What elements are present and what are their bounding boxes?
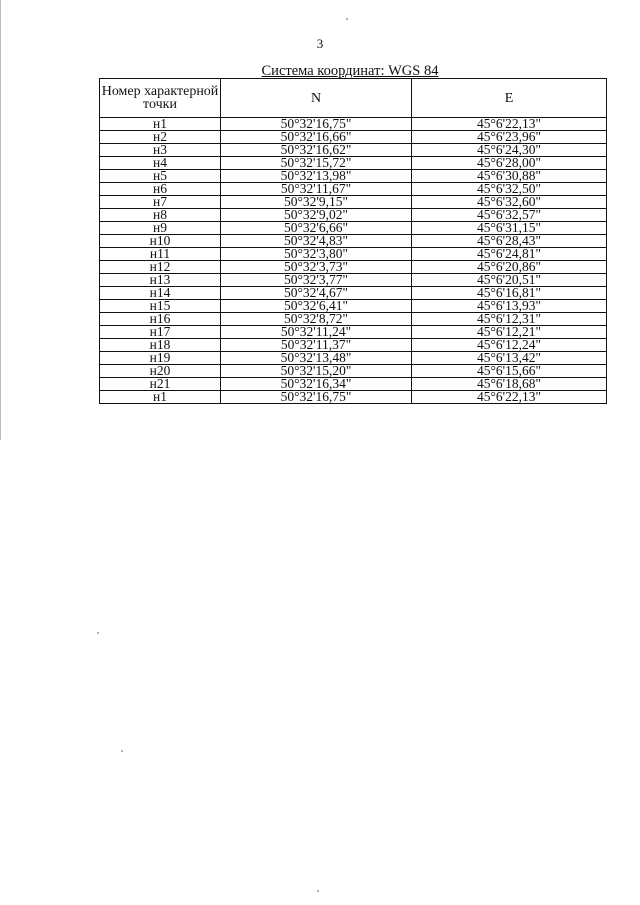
scan-speck [346, 18, 348, 20]
cell-latitude-n: 50°32'16,75" [221, 391, 412, 404]
cell-point-number: н16 [100, 313, 221, 326]
cell-longitude-e: 45°6'12,31" [412, 313, 607, 326]
page-number: 3 [316, 36, 324, 51]
cell-longitude-e: 45°6'32,50" [412, 183, 607, 196]
cell-latitude-n: 50°32'6,41" [221, 300, 412, 313]
cell-point-number: н4 [100, 157, 221, 170]
cell-longitude-e: 45°6'16,81" [412, 287, 607, 300]
cell-point-number: н15 [100, 300, 221, 313]
cell-longitude-e: 45°6'18,68" [412, 378, 607, 391]
table-row [100, 391, 607, 404]
cell-longitude-e: 45°6'13,93" [412, 300, 607, 313]
cell-longitude-e: 45°6'20,51" [412, 274, 607, 287]
cell-longitude-e: 45°6'15,66" [412, 365, 607, 378]
cell-longitude-e: 45°6'22,13" [412, 391, 607, 404]
scan-speck [97, 632, 99, 634]
cell-longitude-e: 45°6'13,42" [412, 352, 607, 365]
header-point-number: Номер характерной точки [100, 79, 221, 118]
coordinate-system-caption: Система координат: WGS 84 [261, 63, 439, 79]
cell-longitude-e: 45°6'24,30" [412, 144, 607, 157]
cell-latitude-n: 50°32'4,83" [221, 235, 412, 248]
cell-point-number: н20 [100, 365, 221, 378]
cell-longitude-e: 45°6'28,00" [412, 157, 607, 170]
cell-latitude-n: 50°32'16,34" [221, 378, 412, 391]
cell-latitude-n: 50°32'16,75" [221, 118, 412, 131]
cell-point-number: н18 [100, 339, 221, 352]
cell-point-number: н1 [100, 118, 221, 131]
cell-point-number: н7 [100, 196, 221, 209]
cell-longitude-e: 45°6'22,13" [412, 118, 607, 131]
cell-latitude-n: 50°32'4,67" [221, 287, 412, 300]
scan-speck [317, 890, 319, 892]
cell-point-number: н21 [100, 378, 221, 391]
cell-latitude-n: 50°32'3,80" [221, 248, 412, 261]
cell-longitude-e: 45°6'12,24" [412, 339, 607, 352]
cell-latitude-n: 50°32'3,73" [221, 261, 412, 274]
cell-point-number: н12 [100, 261, 221, 274]
cell-latitude-n: 50°32'9,15" [221, 196, 412, 209]
cell-point-number: н11 [100, 248, 221, 261]
cell-latitude-n: 50°32'11,67" [221, 183, 412, 196]
cell-longitude-e: 45°6'28,43" [412, 235, 607, 248]
cell-latitude-n: 50°32'15,72" [221, 157, 412, 170]
cell-point-number: н1 [100, 391, 221, 404]
cell-longitude-e: 45°6'23,96" [412, 131, 607, 144]
header-row [100, 79, 607, 118]
cell-longitude-e: 45°6'20,86" [412, 261, 607, 274]
cell-point-number: н3 [100, 144, 221, 157]
cell-point-number: н8 [100, 209, 221, 222]
cell-latitude-n: 50°32'11,37" [221, 339, 412, 352]
cell-latitude-n: 50°32'13,48" [221, 352, 412, 365]
cell-latitude-n: 50°32'16,66" [221, 131, 412, 144]
cell-longitude-e: 45°6'32,60" [412, 196, 607, 209]
cell-point-number: н5 [100, 170, 221, 183]
coordinates-table-header [100, 79, 607, 118]
cell-latitude-n: 50°32'3,77" [221, 274, 412, 287]
cell-longitude-e: 45°6'12,21" [412, 326, 607, 339]
cell-point-number: н10 [100, 235, 221, 248]
cell-latitude-n: 50°32'16,62" [221, 144, 412, 157]
cell-latitude-n: 50°32'15,20" [221, 365, 412, 378]
cell-latitude-n: 50°32'13,98" [221, 170, 412, 183]
cell-point-number: н6 [100, 183, 221, 196]
cell-point-number: н2 [100, 131, 221, 144]
coordinates-table [99, 78, 607, 404]
cell-longitude-e: 45°6'31,15" [412, 222, 607, 235]
cell-latitude-n: 50°32'6,66" [221, 222, 412, 235]
cell-point-number: н13 [100, 274, 221, 287]
header-latitude-n: N [221, 79, 412, 118]
cell-longitude-e: 45°6'24,81" [412, 248, 607, 261]
scan-speck [121, 750, 123, 752]
cell-latitude-n: 50°32'11,24" [221, 326, 412, 339]
cell-point-number: н14 [100, 287, 221, 300]
coordinates-table-body [100, 118, 607, 404]
header-longitude-e: E [412, 79, 607, 118]
cell-longitude-e: 45°6'30,88" [412, 170, 607, 183]
cell-point-number: н17 [100, 326, 221, 339]
cell-latitude-n: 50°32'8,72" [221, 313, 412, 326]
cell-longitude-e: 45°6'32,57" [412, 209, 607, 222]
cell-latitude-n: 50°32'9,02" [221, 209, 412, 222]
cell-point-number: н19 [100, 352, 221, 365]
cell-point-number: н9 [100, 222, 221, 235]
